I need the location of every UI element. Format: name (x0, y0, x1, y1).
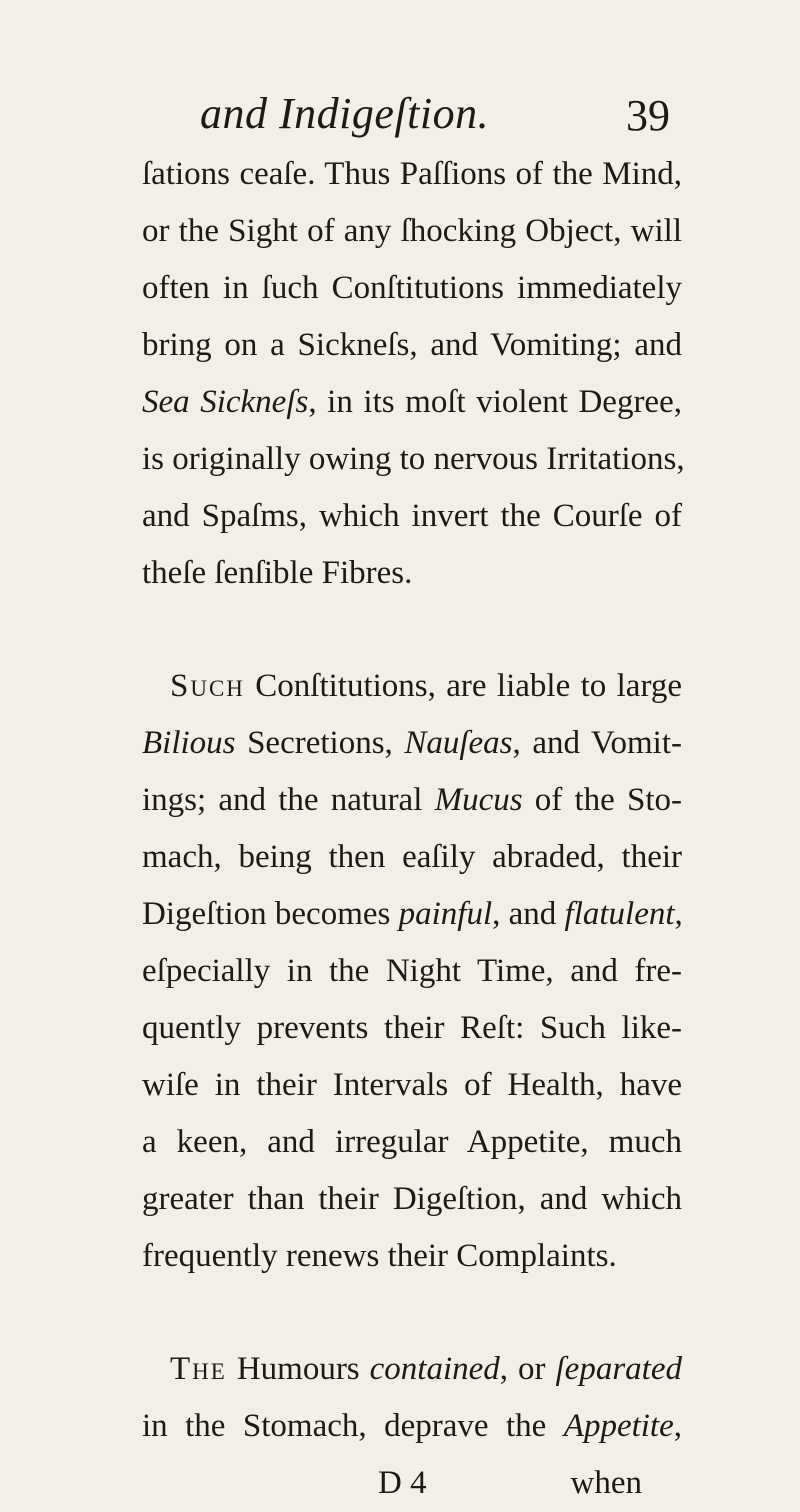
paragraph (142, 146, 685, 602)
paragraph (142, 658, 682, 1285)
text-line: ſations ceaſe. Thus Paſſions of the Mind, (142, 156, 682, 192)
text-line: often in ſuch Conſtitutions immediately (142, 270, 682, 306)
text-line: ings; and the natural Mucus of the Sto- (142, 782, 682, 818)
text-line: greater than their Digeſtion, and which (142, 1181, 682, 1217)
catchword: when (570, 1465, 642, 1501)
text-line: bring on a Sickneſs, and Vomiting; and (142, 327, 682, 363)
text-line: mach, being then eaſily abraded, their (142, 839, 682, 875)
italic-term: ſeparated (555, 1351, 682, 1387)
italic-term: Nauſeas (404, 725, 513, 761)
italic-term: Appetite (563, 1408, 674, 1444)
text-line: Bilious Secretions, Nauſeas, and Vomit- (142, 725, 682, 761)
italic-term: Sea Sickneſs (142, 384, 309, 420)
text-line: eſpecially in the Night Time, and fre- (142, 953, 682, 989)
text-line: Such Conſtitutions, are liable to large (170, 668, 682, 704)
small-caps-lead: Such (170, 668, 245, 704)
page-number: 39 (626, 91, 670, 140)
italic-term: Mucus (434, 782, 523, 818)
text-line: or the Sight of any ſhocking Object, will (142, 213, 682, 249)
text-line: in the Stomach, deprave the Appetite, (142, 1408, 682, 1444)
running-head (200, 88, 670, 148)
italic-term: Bilious (142, 725, 236, 761)
italic-term: contained (369, 1351, 500, 1387)
running-title: and Indigeſtion. (200, 89, 490, 138)
text-line: Sea Sickneſs, in its moſt violent Degree, (142, 384, 682, 420)
text-line: theſe ſenſible Fibres. (142, 555, 413, 591)
page-footer (142, 1455, 682, 1512)
text-line: The Humours contained, or ſeparated (170, 1351, 682, 1387)
text-line: a keen, and irregular Appetite, much (142, 1124, 682, 1160)
italic-term: flatulent (564, 896, 675, 932)
signature-mark: D 4 (378, 1465, 427, 1501)
text-line: Digeſtion becomes painful, and flatulent, (142, 896, 683, 932)
text-line: frequently renews their Complaints. (142, 1238, 617, 1274)
body-text (142, 146, 685, 1512)
text-line: quently prevents their Reſt: Such like- (142, 1010, 682, 1046)
text-line: is originally owing to nervous Irritations, (142, 441, 685, 477)
small-caps-lead: The (170, 1351, 227, 1387)
italic-term: painful (398, 896, 493, 932)
paragraph (142, 1341, 682, 1455)
text-line: and Spaſms, which invert the Courſe of (142, 498, 682, 534)
text-line: wiſe in their Intervals of Health, have (142, 1067, 682, 1103)
